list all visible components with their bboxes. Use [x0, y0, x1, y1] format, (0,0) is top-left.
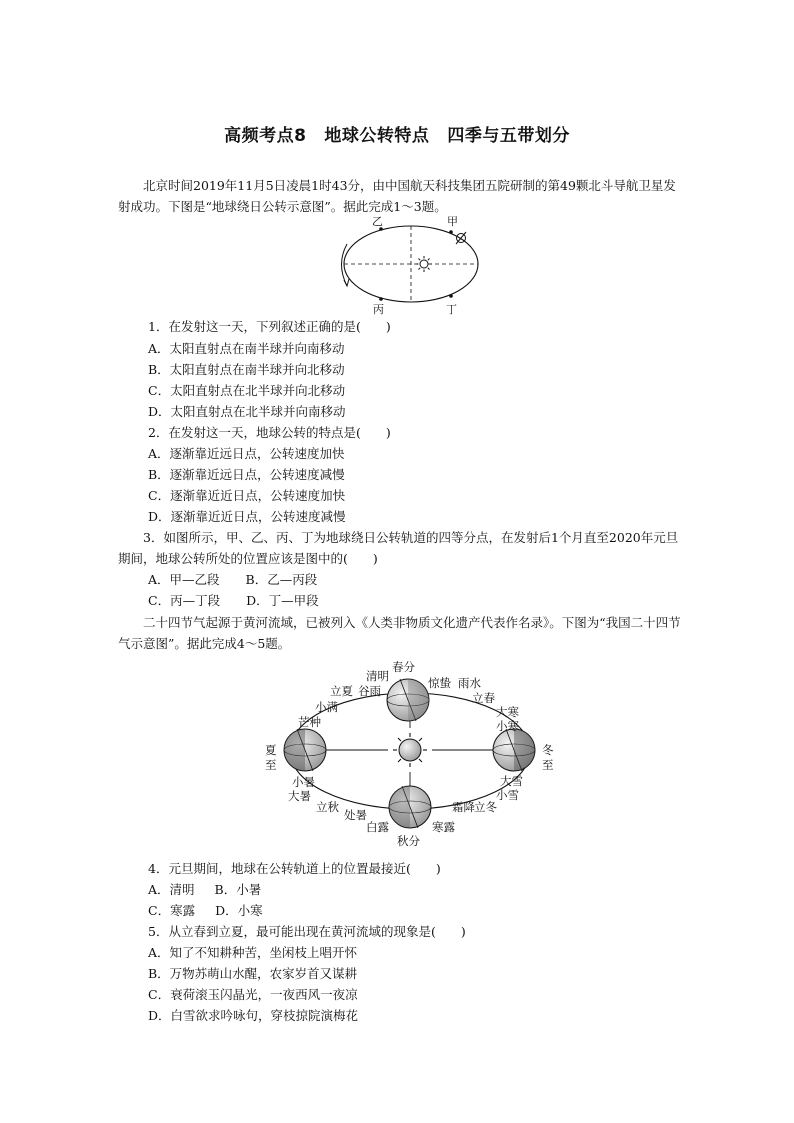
term-jingzhe: 惊蛰 — [428, 676, 451, 690]
question-3-option-d: D．丁—甲段 — [246, 593, 319, 608]
question-4-options-row-1 — [148, 880, 261, 900]
term-xiazhi-2: 至 — [265, 758, 277, 772]
question-5-stem: 5．从立春到立夏，最可能出现在黄河流域的现象是( ) — [148, 924, 466, 939]
question-1-option-a: A．太阳直射点在南半球并向南移动 — [148, 341, 345, 356]
label-jia: 甲 — [447, 215, 458, 228]
earth-winter-icon — [493, 729, 535, 771]
question-1-option-b: B．太阳直射点在南半球并向北移动 — [148, 362, 345, 377]
question-3-stem: 3．如图所示，甲、乙、丙、丁为地球绕日公转轨道的四等分点，在发射后1个月直至2020年元旦期间，地球公转所处的位置应该是图中的( ) — [118, 530, 679, 566]
term-qingming: 清明 — [366, 669, 389, 683]
term-xiaohan: 小寒 — [496, 719, 519, 733]
earth-icon — [456, 232, 466, 244]
solar-terms-diagram — [260, 658, 560, 853]
question-4-option-d: D．小寒 — [215, 903, 263, 918]
earth-summer-icon — [284, 729, 326, 771]
question-1-option-d: D．太阳直射点在北半球并向南移动 — [148, 404, 346, 419]
term-dashu: 大暑 — [288, 789, 311, 803]
question-4-option-b: B．小暑 — [214, 882, 262, 897]
label-yi: 乙 — [372, 215, 383, 228]
term-dahan: 大寒 — [496, 705, 519, 719]
question-1-option-c: C．太阳直射点在北半球并向北移动 — [148, 383, 346, 398]
question-4-option-a: A．清明 — [148, 882, 195, 897]
question-3-options-row-1 — [148, 570, 317, 590]
earth-autumn-icon — [389, 786, 431, 828]
label-bing: 丙 — [373, 303, 384, 316]
title-topic-number: 高频考点8 — [224, 126, 307, 146]
term-chushu: 处暑 — [344, 808, 367, 822]
term-liqiu: 立秋 — [316, 800, 339, 814]
term-xiazhi-1: 夏 — [265, 743, 277, 757]
question-3-options-row-2 — [148, 591, 319, 611]
term-chunfen: 春分 — [392, 660, 415, 674]
question-4-option-c: C．寒露 — [148, 903, 196, 918]
question-5-option-a: A．知了不知耕种苦，坐闲枝上唱开怀 — [148, 945, 358, 960]
orbit-diagram — [330, 214, 490, 318]
term-xiaoman: 小满 — [315, 700, 338, 714]
question-2-option-a: A．逐渐靠近远日点，公转速度加快 — [148, 446, 345, 461]
page-title — [0, 121, 794, 146]
question-3-option-a: A．甲—乙段 — [148, 572, 220, 587]
question-2-option-d: D．逐渐靠近近日点，公转速度减慢 — [148, 509, 346, 524]
question-2-option-b: B．逐渐靠近远日点，公转速度减慢 — [148, 467, 345, 482]
question-3-option-c: C．丙—丁段 — [148, 593, 221, 608]
sun-icon — [416, 256, 432, 272]
question-2-option-c: C．逐渐靠近近日点，公转速度加快 — [148, 488, 346, 503]
title-topic-a: 地球公转特点 — [324, 126, 430, 146]
sun-icon — [393, 733, 427, 767]
term-dongzhi-2: 至 — [542, 758, 554, 772]
question-5-option-c: C．衰荷滚玉闪晶光，一夜西风一夜凉 — [148, 987, 358, 1002]
term-yushui: 雨水 — [458, 676, 481, 690]
question-4-options-row-2 — [148, 901, 263, 921]
term-guyu: 谷雨 — [358, 684, 381, 698]
term-daxue: 大雪 — [500, 774, 523, 788]
question-5-option-d: D．白雪欲求吟咏句，穿枝掠院演梅花 — [148, 1008, 359, 1023]
term-lidong: 立冬 — [474, 800, 497, 814]
question-4-stem: 4．元旦期间，地球在公转轨道上的位置最接近( ) — [148, 861, 441, 876]
term-dongzhi-1: 冬 — [542, 743, 554, 757]
term-lixia: 立夏 — [330, 684, 353, 698]
term-mangzhong: 芒种 — [298, 715, 321, 729]
term-xiaoxue: 小雪 — [496, 788, 519, 802]
question-1-stem: 1．在发射这一天，下列叙述正确的是( ) — [148, 319, 391, 334]
label-ding: 丁 — [446, 303, 457, 316]
question-5-option-b: B．万物苏萌山水醒，农家岁首又谋耕 — [148, 966, 358, 981]
title-topic-b: 四季与五带划分 — [447, 126, 570, 146]
term-bailu: 白露 — [366, 820, 389, 834]
question-2-stem: 2．在发射这一天，地球公转的特点是( ) — [148, 425, 391, 440]
intro-paragraph-1: 北京时间2019年11月5日凌晨1时43分，由中国航天科技集团五院研制的第49颗北斗导航卫星发射成功。下图是“地球绕日公转示意图”。据此完成1～3题。 — [118, 178, 676, 214]
earth-spring-icon — [387, 679, 429, 721]
term-lichun: 立春 — [472, 691, 495, 705]
term-xiaoshu: 小暑 — [292, 775, 315, 789]
term-shuangjiang: 霜降 — [452, 800, 475, 814]
term-hanlu: 寒露 — [432, 820, 455, 834]
intro-paragraph-2: 二十四节气起源于黄河流域，已被列入《人类非物质文化遗产代表作名录》。下图为“我国二十四节气示意图”。据此完成4～5题。 — [118, 615, 681, 651]
question-3-option-b: B．乙—丙段 — [245, 572, 318, 587]
term-qiufen: 秋分 — [397, 834, 420, 848]
